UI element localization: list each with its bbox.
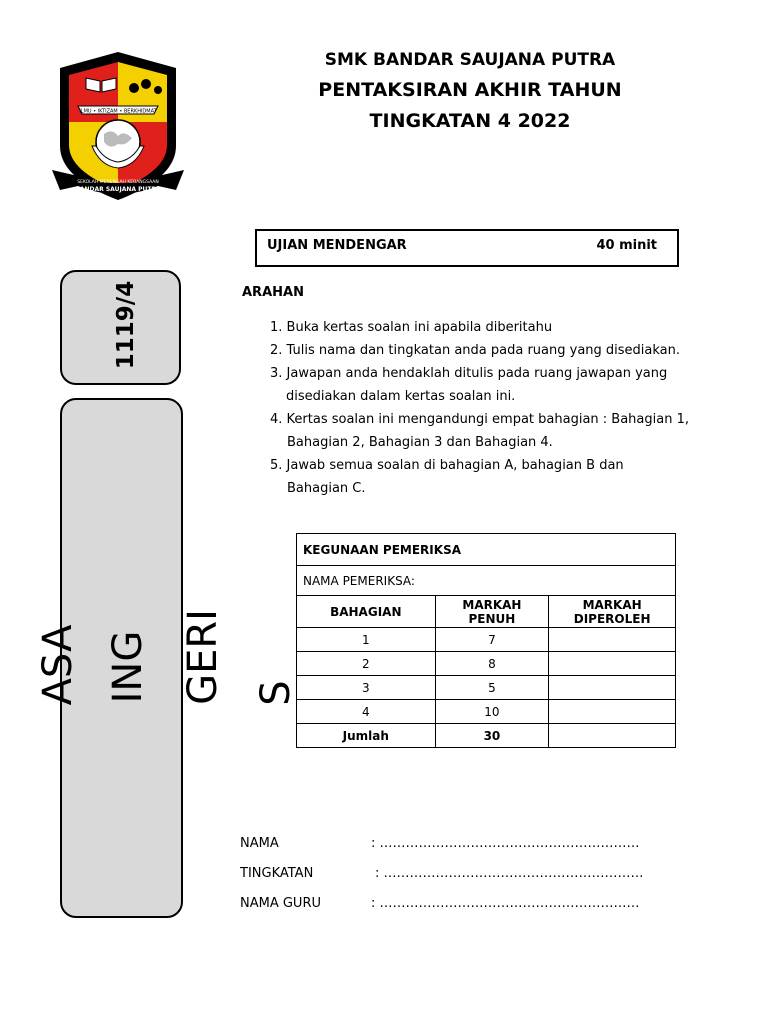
marks-obtained-cell[interactable] bbox=[549, 676, 676, 700]
full-marks-cell: 8 bbox=[435, 652, 549, 676]
subject-part-1: ASA bbox=[35, 624, 81, 706]
col-header-full-marks: MARKAH PENUH bbox=[435, 596, 549, 628]
logo-school-text: BANDAR SAUJANA PUTRA bbox=[75, 186, 161, 193]
field-label-name: NAMA bbox=[240, 836, 279, 851]
marks-obtained-cell[interactable] bbox=[549, 700, 676, 724]
form-field[interactable]: : …………………………………………………… bbox=[375, 866, 644, 881]
logo-banner-text: SEKOLAH MENENGAH KEBANGSAAN bbox=[77, 180, 159, 185]
paper-name: UJIAN MENDENGAR bbox=[267, 238, 407, 253]
col-header-section: BAHAGIAN bbox=[297, 596, 436, 628]
teacher-name-field[interactable]: : …………………………………………………… bbox=[371, 896, 640, 911]
subject-part-2: ING bbox=[105, 630, 151, 704]
field-label-teacher: NAMA GURU bbox=[240, 896, 321, 911]
total-marks-obtained-cell[interactable] bbox=[549, 724, 676, 748]
instruction-line: 2. Tulis nama dan tingkatan anda pada ruang yang disediakan. bbox=[270, 343, 681, 358]
section-cell: 1 bbox=[297, 628, 436, 652]
full-marks-cell: 7 bbox=[435, 628, 549, 652]
examiner-name-field[interactable]: NAMA PEMERIKSA: bbox=[297, 566, 676, 596]
subject-part-3: GERI bbox=[180, 609, 226, 705]
table-total-row bbox=[297, 724, 676, 748]
field-label-form: TINGKATAN bbox=[240, 866, 314, 881]
table-row bbox=[297, 628, 676, 652]
instruction-line: 3. Jawapan anda hendaklah ditulis pada ruang jawapan yang bbox=[270, 366, 668, 381]
examiner-marks-table bbox=[296, 533, 676, 748]
school-crest-logo bbox=[48, 50, 188, 208]
total-full-marks: 30 bbox=[435, 724, 549, 748]
instruction-line: 5. Jawab semua soalan di bahagian A, bahagian B dan bbox=[270, 458, 624, 473]
name-field[interactable]: : …………………………………………………… bbox=[371, 836, 640, 851]
logo-motto: ILMU • IKTIZAM • BERKHIDMAT bbox=[79, 108, 157, 115]
table-row bbox=[297, 700, 676, 724]
table-row bbox=[297, 676, 676, 700]
full-marks-cell: 5 bbox=[435, 676, 549, 700]
total-label: Jumlah bbox=[297, 724, 436, 748]
paper-info-box bbox=[255, 229, 679, 267]
form-year: TINGKATAN 4 2022 bbox=[369, 110, 571, 132]
subject-part-4: S bbox=[253, 680, 299, 706]
instruction-line: 4. Kertas soalan ini mengandungi empat bahagian : Bahagian 1, bbox=[270, 412, 689, 427]
instruction-line: 1. Buka kertas soalan ini apabila diberitahu bbox=[270, 320, 553, 335]
col-header-marks-obtained: MARKAH DIPEROLEH bbox=[549, 596, 676, 628]
full-marks-cell: 10 bbox=[435, 700, 549, 724]
school-name: SMK BANDAR SAUJANA PUTRA bbox=[324, 50, 616, 70]
exam-title: PENTAKSIRAN AKHIR TAHUN bbox=[318, 79, 622, 101]
instruction-line: Bahagian 2, Bahagian 3 dan Bahagian 4. bbox=[287, 435, 553, 450]
instructions-title: ARAHAN bbox=[242, 285, 304, 300]
marks-obtained-cell[interactable] bbox=[549, 652, 676, 676]
paper-duration: 40 minit bbox=[596, 238, 657, 253]
section-cell: 2 bbox=[297, 652, 436, 676]
section-cell: 4 bbox=[297, 700, 436, 724]
instruction-line: Bahagian C. bbox=[287, 481, 366, 496]
table-title: KEGUNAAN PEMERIKSA bbox=[297, 534, 676, 566]
table-row bbox=[297, 652, 676, 676]
paper-code: 1119/4 bbox=[113, 280, 139, 370]
section-cell: 3 bbox=[297, 676, 436, 700]
marks-obtained-cell[interactable] bbox=[549, 628, 676, 652]
instruction-line: disediakan dalam kertas soalan ini. bbox=[286, 389, 516, 404]
